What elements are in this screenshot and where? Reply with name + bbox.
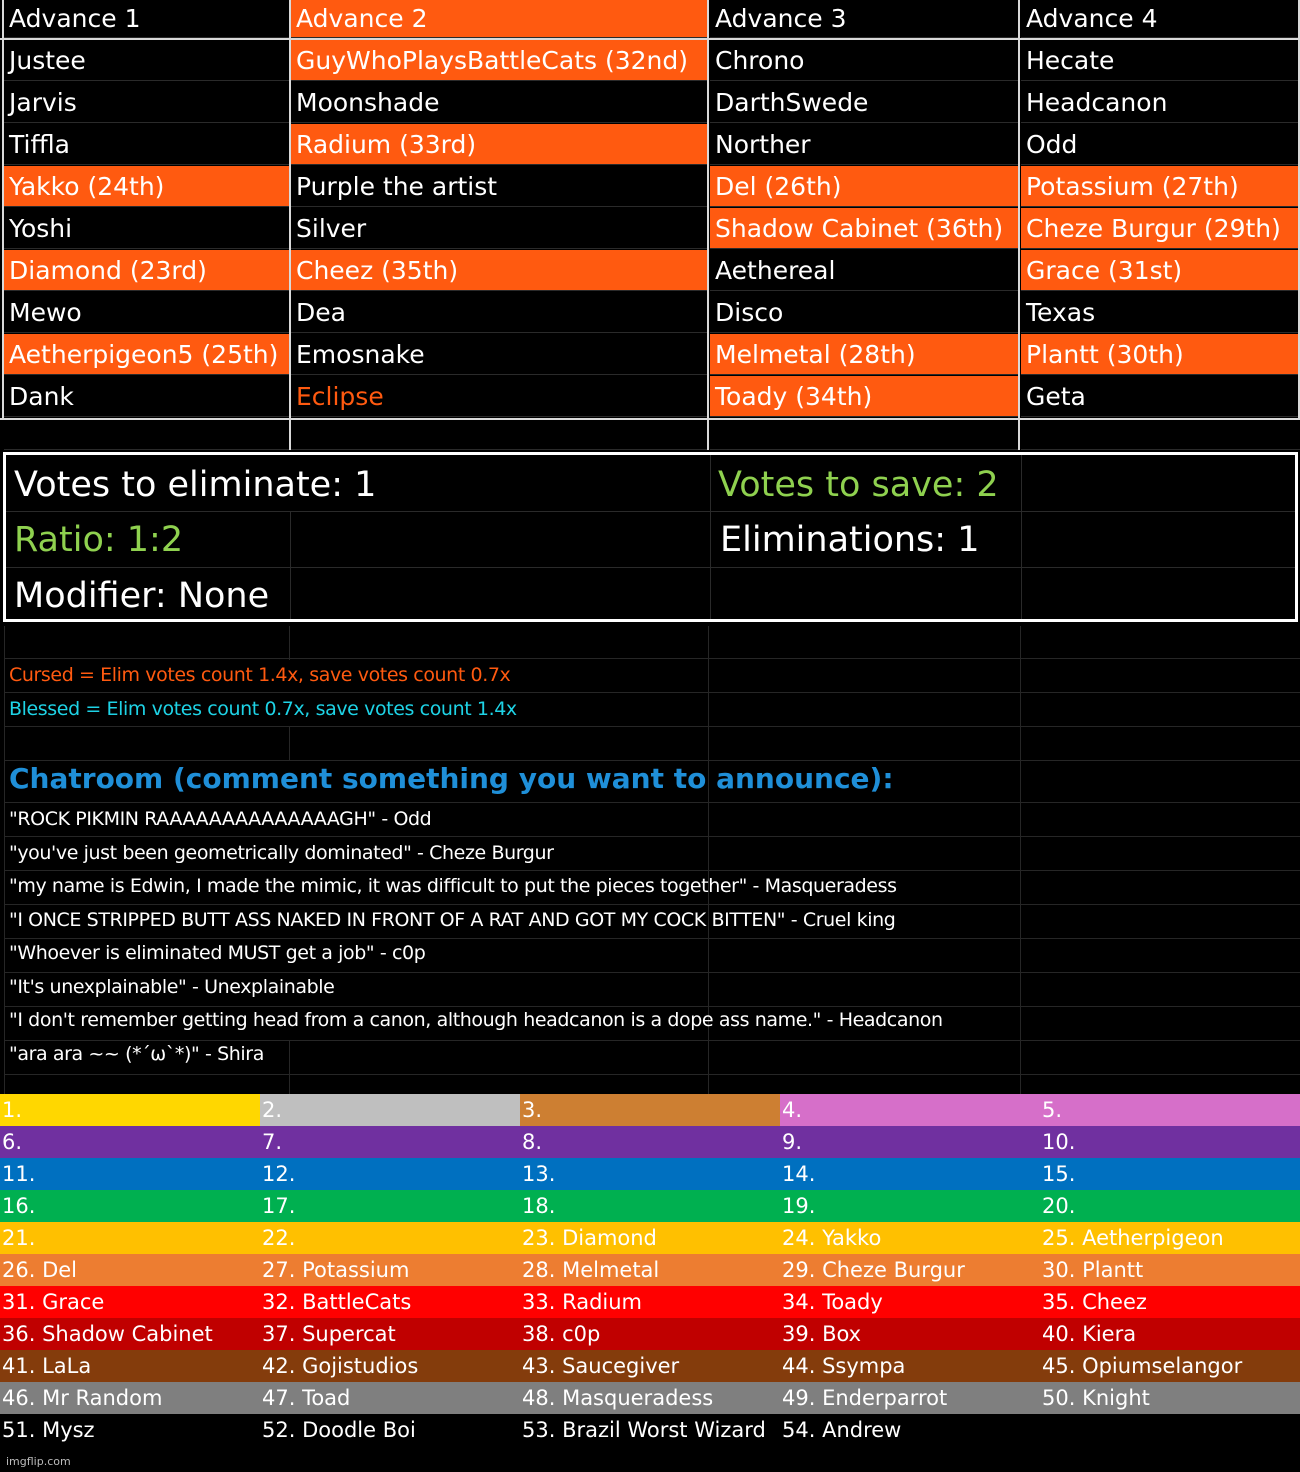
ranking-row	[0, 1222, 1300, 1254]
ranking-cell: 20.	[1042, 1194, 1076, 1218]
grid-line	[0, 418, 1300, 420]
chatroom-title: Chatroom (comment something you want to announce):	[9, 762, 894, 795]
chat-message: "I don't remember getting head from a canon, although headcanon is a dope ass name." - Headcanon	[9, 1009, 943, 1031]
ranking-row	[0, 1094, 1300, 1126]
contestant-cell: Yoshi	[4, 208, 289, 249]
blessed-note: Blessed = Elim votes count 0.7x, save votes count 1.4x	[9, 698, 517, 720]
ranking-cell: 49. Enderparrot	[782, 1386, 948, 1410]
contestant-cell: Radium (33rd)	[291, 124, 707, 165]
contestant-cell: Jarvis	[4, 82, 289, 123]
contestant-cell: Silver	[291, 208, 707, 249]
grid-line	[4, 972, 1300, 973]
ranking-cell-bg	[520, 1094, 780, 1126]
ranking-cell: 11.	[2, 1162, 36, 1186]
ranking-cell: 4.	[782, 1098, 803, 1122]
ranking-cell: 50. Knight	[1042, 1386, 1150, 1410]
chat-message: "my name is Edwin, I made the mimic, it was difficult to put the pieces together" - Masqueradess	[9, 875, 897, 897]
empty-cell	[1021, 418, 1300, 450]
chat-message: "you've just been geometrically dominated" - Cheze Burgur	[9, 841, 554, 864]
grid-line	[4, 1074, 1300, 1075]
ranking-cell-bg	[1040, 1126, 1300, 1158]
grid-line	[4, 726, 1300, 727]
ranking-cell: 3.	[522, 1098, 543, 1122]
ranking-cell: 27. Potassium	[262, 1258, 410, 1282]
ranking-cell-bg	[780, 1126, 1040, 1158]
contestant-cell: Moonshade	[291, 82, 707, 123]
contestant-cell: Melmetal (28th)	[710, 334, 1018, 375]
grid-line	[289, 1040, 290, 1094]
grid-line	[4, 626, 5, 1094]
ranking-cell: 52. Doodle Boi	[262, 1418, 416, 1442]
votes-eliminate: Votes to eliminate: 1	[14, 465, 377, 505]
ranking-cell: 48. Masqueradess	[522, 1386, 714, 1410]
contestant-cell: Eclipse	[291, 376, 707, 417]
grid-line	[4, 836, 1300, 837]
grid-line	[1020, 626, 1021, 1094]
empty-cell	[4, 418, 289, 450]
ranking-cell-bg	[780, 1190, 1040, 1222]
ranking-cell: 13.	[522, 1162, 556, 1186]
ranking-cell: 16.	[2, 1194, 36, 1218]
ranking-cell: 15.	[1042, 1162, 1076, 1186]
contestant-cell: Plantt (30th)	[1021, 334, 1300, 375]
ranking-cell-bg	[260, 1094, 520, 1126]
ranking-cell: 31. Grace	[2, 1290, 105, 1314]
ranking-cell: 19.	[782, 1194, 816, 1218]
ranking-cell: 29. Cheze Burgur	[782, 1258, 965, 1282]
contestant-cell: Yakko (24th)	[4, 166, 289, 207]
contestant-cell: Norther	[710, 124, 1018, 165]
ranking-row	[0, 1190, 1300, 1222]
ranking-cell: 45. Opiumselangor	[1042, 1354, 1243, 1378]
contestant-cell: Cheez (35th)	[291, 250, 707, 291]
eliminations: Eliminations: 1	[720, 520, 980, 560]
contestant-cell: Chrono	[710, 40, 1018, 81]
chat-message: "Whoever is eliminated MUST get a job" - c0p	[9, 942, 426, 964]
contestant-cell: Justee	[4, 40, 289, 81]
ranking-cell-bg	[260, 1222, 520, 1254]
ranking-cell: 2.	[262, 1098, 283, 1122]
ranking-cell-bg	[0, 1190, 260, 1222]
ranking-cell: 41. LaLa	[2, 1354, 92, 1378]
contestant-cell: Cheze Burgur (29th)	[1021, 208, 1300, 249]
contestant-cell: Geta	[1021, 376, 1300, 417]
cursed-note: Cursed = Elim votes count 1.4x, save votes count 0.7x	[9, 664, 511, 686]
grid-line	[289, 0, 291, 450]
ranking-cell: 5.	[1042, 1098, 1063, 1122]
chat-message: "It's unexplainable" - Unexplainable	[9, 975, 335, 998]
chat-message: "I ONCE STRIPPED BUTT ASS NAKED IN FRONT OF A RAT AND GOT MY COCK BITTEN" - Cruel king	[9, 908, 896, 931]
grid-line	[4, 760, 1300, 761]
advance-header: Advance 3	[710, 0, 1018, 38]
ranking-cell: 42. Gojistudios	[262, 1354, 419, 1378]
ranking-cell: 32. BattleCats	[262, 1290, 412, 1314]
ranking-cell: 46. Mr Random	[2, 1386, 163, 1410]
ranking-cell: 8.	[522, 1130, 543, 1154]
ranking-cell: 54. Andrew	[782, 1418, 902, 1442]
ranking-cell: 18.	[522, 1194, 556, 1218]
contestant-cell: Grace (31st)	[1021, 250, 1300, 291]
advance-header: Advance 2	[291, 0, 707, 38]
ranking-cell: 39. Box	[782, 1322, 862, 1346]
ranking-cell: 23. Diamond	[522, 1226, 657, 1250]
ranking-cell: 36. Shadow Cabinet	[2, 1322, 213, 1346]
ranking-row	[0, 1414, 1300, 1446]
contestant-cell: Purple the artist	[291, 166, 707, 207]
contestant-cell: DarthSwede	[710, 82, 1018, 123]
contestant-cell: Aetherpigeon5 (25th)	[4, 334, 289, 375]
ranking-cell: 7.	[262, 1130, 283, 1154]
ranking-cell: 1.	[2, 1098, 23, 1122]
contestant-cell: Aethereal	[710, 250, 1018, 291]
votes-panel	[3, 452, 1298, 622]
contestant-cell: Headcanon	[1021, 82, 1300, 123]
ranking-cell	[1040, 1414, 1042, 1446]
grid-line	[0, 38, 1300, 40]
contestant-cell: Mewo	[4, 292, 289, 333]
ranking-row	[0, 1350, 1300, 1382]
ranking-cell: 21.	[2, 1226, 36, 1250]
ranking-cell-bg	[1040, 1158, 1300, 1190]
ranking-cell: 14.	[782, 1162, 816, 1186]
ranking-cell-bg	[260, 1190, 520, 1222]
watermark: imgflip.com	[6, 1455, 71, 1468]
contestant-cell: Dea	[291, 292, 707, 333]
ranking-cell: 37. Supercat	[262, 1322, 396, 1346]
ranking-cell: 34. Toady	[782, 1290, 883, 1314]
ranking-cell-bg	[1040, 1094, 1300, 1126]
ranking-cell-bg	[0, 1094, 260, 1126]
ranking-cell-bg	[0, 1126, 260, 1158]
empty-cell	[291, 418, 707, 450]
ranking-row	[0, 1158, 1300, 1190]
ranking-row	[0, 1254, 1300, 1286]
contestant-cell: Hecate	[1021, 40, 1300, 81]
ranking-cell: 17.	[262, 1194, 296, 1218]
grid-line	[4, 802, 1300, 803]
ranking-cell: 47. Toad	[262, 1386, 351, 1410]
grid-line	[1018, 0, 1020, 450]
ranking-cell: 43. Saucegiver	[522, 1354, 680, 1378]
ratio: Ratio: 1:2	[14, 520, 184, 560]
contestant-cell: Potassium (27th)	[1021, 166, 1300, 207]
ranking-cell: 12.	[262, 1162, 296, 1186]
contestant-cell: Toady (34th)	[710, 376, 1018, 417]
ranking-cell-bg	[0, 1222, 260, 1254]
ranking-cell: 44. Ssympa	[782, 1354, 906, 1378]
grid-line	[4, 938, 1300, 939]
ranking-cell: 10.	[1042, 1130, 1076, 1154]
grid-line	[289, 626, 290, 660]
ranking-row	[0, 1126, 1300, 1158]
grid-line	[4, 870, 1300, 871]
grid-line	[289, 726, 290, 760]
ranking-cell-bg	[1040, 1190, 1300, 1222]
ranking-row	[0, 1286, 1300, 1318]
contestant-cell: Odd	[1021, 124, 1300, 165]
grid-line	[4, 904, 1300, 905]
ranking-cell: 40. Kiera	[1042, 1322, 1137, 1346]
ranking-cell-bg	[1040, 1414, 1300, 1446]
ranking-cell: 35. Cheez	[1042, 1290, 1147, 1314]
contestant-cell: GuyWhoPlaysBattleCats (32nd)	[291, 40, 707, 81]
grid-line	[2, 0, 4, 418]
ranking-cell: 6.	[2, 1130, 23, 1154]
ranking-row	[0, 1382, 1300, 1414]
advance-table	[0, 0, 1300, 450]
ranking-cell: 25. Aetherpigeon	[1042, 1226, 1224, 1250]
ranking-cell-bg	[520, 1126, 780, 1158]
votes-save: Votes to save: 2	[718, 465, 999, 505]
ranking-cell: 53. Brazil Worst Wizard	[522, 1418, 766, 1442]
ranking-cell: 22.	[262, 1226, 296, 1250]
ranking-cell: 9.	[782, 1130, 803, 1154]
ranking-cell-bg	[520, 1158, 780, 1190]
advance-header: Advance 4	[1021, 0, 1300, 38]
ranking-cell: 28. Melmetal	[522, 1258, 660, 1282]
empty-cell	[710, 418, 1018, 450]
ranking-cell-bg	[260, 1158, 520, 1190]
ranking-cell: 26. Del	[2, 1258, 77, 1282]
ranking-cell-bg	[260, 1126, 520, 1158]
contestant-cell: Shadow Cabinet (36th)	[710, 208, 1018, 249]
contestant-cell: Disco	[710, 292, 1018, 333]
ranking-cell: 24. Yakko	[782, 1226, 882, 1250]
ranking-cell-bg	[0, 1158, 260, 1190]
advance-header: Advance 1	[4, 0, 289, 38]
modifier: Modifier: None	[14, 576, 270, 616]
ranking-row	[0, 1318, 1300, 1350]
grid-line	[707, 0, 709, 450]
contestant-cell: Texas	[1021, 292, 1300, 333]
contestant-cell: Dank	[4, 376, 289, 417]
grid-line	[4, 658, 1300, 659]
grid-line	[4, 692, 1300, 693]
ranking-cell: 38. c0p	[522, 1322, 601, 1346]
ranking-cell-bg	[780, 1158, 1040, 1190]
contestant-cell: Emosnake	[291, 334, 707, 375]
ranking-cell: 33. Radium	[522, 1290, 643, 1314]
grid-line	[4, 1040, 1300, 1041]
contestant-cell: Diamond (23rd)	[4, 250, 289, 291]
ranking-cell: 30. Plantt	[1042, 1258, 1144, 1282]
ranking-cell-bg	[780, 1094, 1040, 1126]
ranking-cell: 51. Mysz	[2, 1418, 95, 1442]
contestant-cell: Tiffla	[4, 124, 289, 165]
chat-message: "ara ara ~~ (*´ω`*)" - Shira	[9, 1042, 264, 1065]
ranking-cell-bg	[520, 1190, 780, 1222]
chat-message: "ROCK PIKMIN RAAAAAAAAAAAAAAGH" - Odd	[9, 808, 432, 830]
grid-line	[4, 1006, 1300, 1007]
contestant-cell: Del (26th)	[710, 166, 1018, 207]
